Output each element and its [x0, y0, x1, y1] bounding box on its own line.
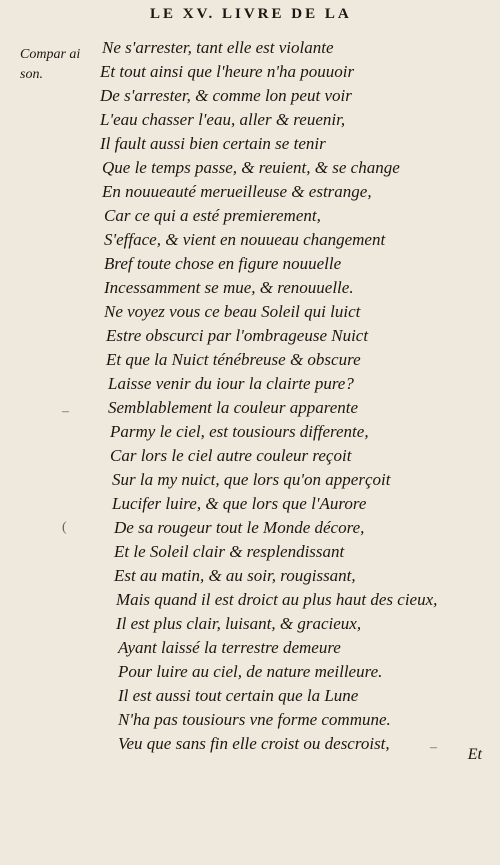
verse-line: En nouueauté merueilleuse & estrange, [102, 182, 372, 201]
verse-line: Pour luire au ciel, de nature meilleure. [118, 662, 383, 681]
verse-line: Mais quand il est droict au plus haut des cieux, [116, 590, 438, 609]
verse-line: Ne s'arrester, tant elle est violante [102, 38, 334, 57]
verse-line: De sa rougeur tout le Monde décore, [114, 518, 365, 537]
verse-line: L'eau chasser l'eau, aller & reuenir, [100, 110, 346, 129]
margin-note [20, 45, 110, 85]
verse-line: Sur la my nuict, que lors qu'on apperçoit [112, 470, 391, 489]
running-head: LE XV. LIVRE DE LA [150, 6, 352, 22]
verse-line: Estre obscurci par l'ombrageuse Nuict [106, 326, 369, 345]
catchword: Et [467, 746, 482, 763]
verse-line: Parmy le ciel, est tousiours differente, [110, 422, 369, 441]
verse-line: Lucifer luire, & que lors que l'Aurore [112, 494, 367, 513]
verse-line: Est au matin, & au soir, rougissant, [114, 566, 356, 585]
verse-line: Car lors le ciel autre couleur reçoit [110, 446, 352, 465]
verse-line: De s'arrester, & comme lon peut voir [100, 86, 352, 105]
dash-mark: – [62, 404, 69, 419]
verse-line: Laisse venir du iour la clairte pure? [108, 374, 354, 393]
verse-line: S'efface, & vient en nouueau changement [104, 230, 386, 249]
verse-line: Il est plus clair, luisant, & gracieux, [116, 614, 362, 633]
verse-line: Et le Soleil clair & resplendissant [114, 542, 345, 561]
dash-mark: – [430, 740, 437, 755]
verse-line: Que le temps passe, & reuient, & se change [102, 158, 400, 177]
verse-line: Incessamment se mue, & renouuelle. [104, 278, 354, 297]
verse-line: Bref toute chose en figure nouuelle [104, 254, 342, 273]
verse-line: Il fault aussi bien certain se tenir [100, 134, 326, 153]
verse-line: N'ha pas tousiours vne forme commune. [118, 710, 391, 729]
bracket-mark: ( [62, 520, 67, 535]
verse-line: Veu que sans fin elle croist ou descroist, [118, 734, 390, 753]
verse-line: Et que la Nuict ténébreuse & obscure [106, 350, 361, 369]
verse-line: Et tout ainsi que l'heure n'ha pouuoir [100, 62, 355, 81]
verse-line: Il est aussi tout certain que la Lune [118, 686, 359, 705]
verse-line: Car ce qui a esté premierement, [104, 206, 321, 225]
verse-line: Ne voyez vous ce beau Soleil qui luict [104, 302, 361, 321]
margin-note-line: Compar ai [20, 47, 81, 62]
margin-note-line: son. [20, 67, 43, 82]
verse-line: Ayant laissé la terrestre demeure [118, 638, 341, 657]
verse-line: Semblablement la couleur apparente [108, 398, 359, 417]
